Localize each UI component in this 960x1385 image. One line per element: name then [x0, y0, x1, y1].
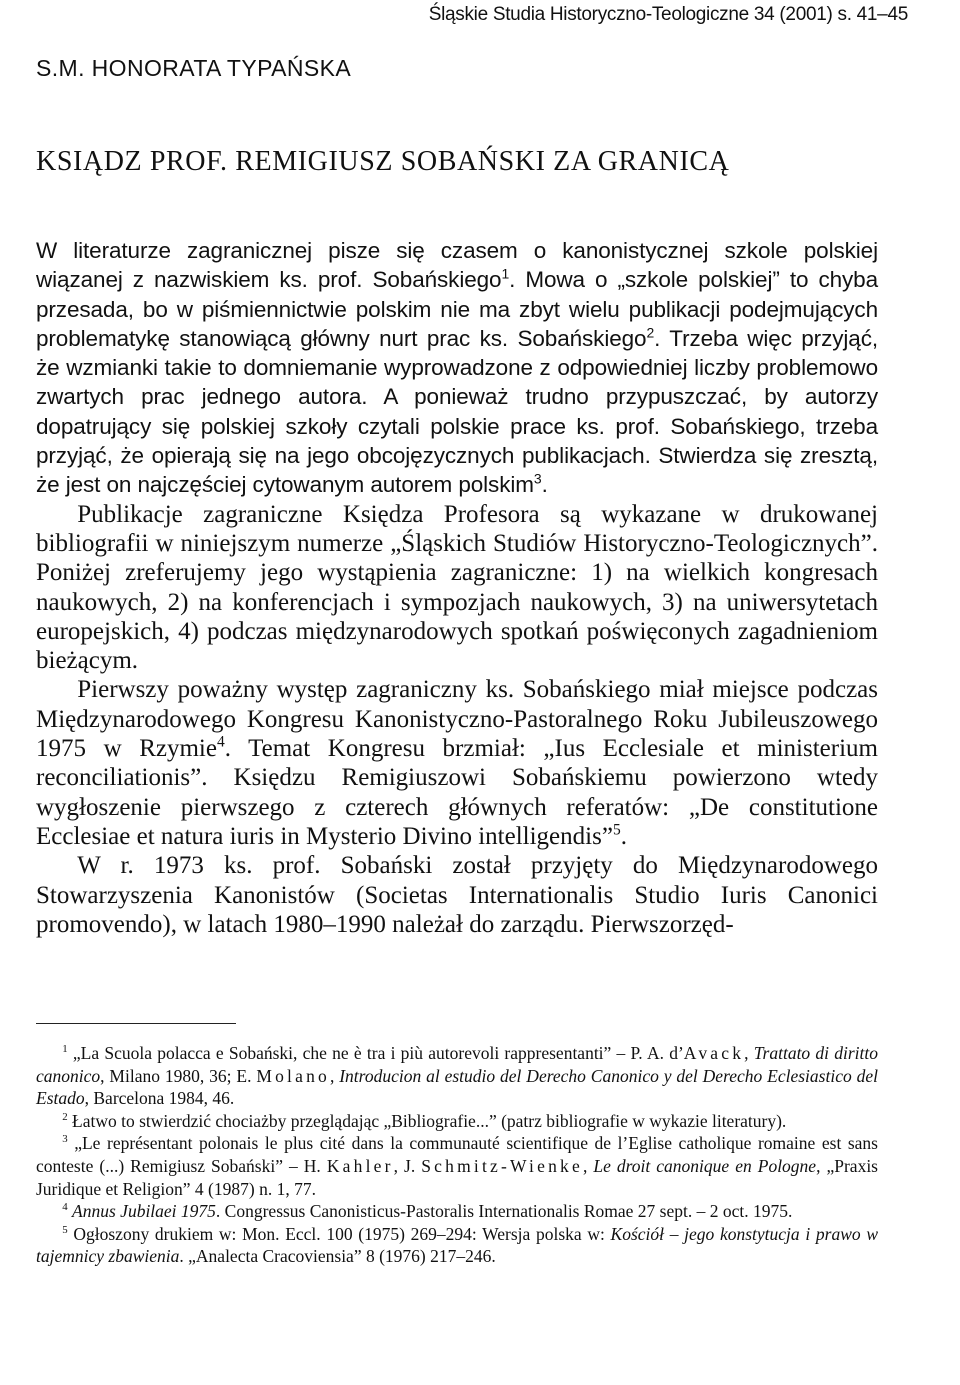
article-body	[36, 236, 878, 939]
paragraph-text: . Trzeba więc przyjąć, że wzmianki takie to domniemanie wyprowadzone z odpowiedniej liczby problemowo zwartych prac jednego autora. A ponieważ trudno przypuszczać, by autorzy dopatrujący się polskiej szkoły czytali polskie prace ks. prof. Sobańskiego, trzeba przyjąć, że opierają się na jego obcojęzycznych publikacjach. Stwierdza się zresztą, że jest on najczęściej cytowanym autorem polskim	[36, 325, 878, 498]
footnote-author: Schmitz-Wienke	[421, 1155, 583, 1176]
paragraph-text: W literaturze zagranicznej pisze się czasem o kanonistycznej szkole polskiej wiązanej z nazwiskiem ks. prof. Sobańskiego	[36, 238, 878, 293]
footnote-ref[interactable]: 5	[612, 821, 621, 839]
footnote-author: Molano	[256, 1065, 330, 1086]
footnote-work-title: Introducion al estudio del Derecho Canonico y del Derecho Eclesiastico del Estado	[36, 1065, 878, 1109]
footnote-author: Avack	[683, 1043, 745, 1063]
journal-header: Śląskie Studia Historyczno-Teologiczne 34 (2001) s. 41–45	[428, 4, 908, 25]
footnote-text: ,	[329, 1065, 340, 1086]
footnote-number: 2	[62, 1110, 68, 1123]
paragraph-2: Publikacje zagraniczne Księdza Profesora są wykazane w drukowanej bibliografii w niniejszym numerze „Śląskich Studiów Historyczno-Teologicznych”. Poniżej zreferujemy jego wystąpienia zagraniczne: 1) na wielkich kongresach naukowych, 2) na konferencjach i sympozjach naukowych, 3) na uniwersytetach europejskich, 4) podczas międzynarodowych spotkań poświęconych zagadnieniom bieżącym.	[36, 500, 878, 675]
paragraph-4: W r. 1973 ks. prof. Sobański został przyjęty do Międzynarodowego Stowarzyszenia Kanonistów (Societas Internationalis Studio Iuris Canonici promovendo), w latach 1980–1990 należał do zarządu. Pierwszorzęd-	[36, 852, 878, 938]
paragraph-text: . Mowa o „szkole polskiej” to chyba przesada, bo w piśmiennictwie polskim nie ma zbyt wielu publikacji podejmujących problematykę stanowiącą główny nurt prac ks. Sobańskiego	[36, 267, 878, 351]
footnote-ref[interactable]: 2	[646, 324, 655, 341]
paragraph-text: .	[541, 472, 548, 498]
footnote-text: Ogłoszony drukiem w: Mon. Eccl. 100 (1975) 269–294: Wersja polska w:	[67, 1223, 611, 1244]
footnote-text: „La Scuola polacca e Sobański, che ne è tra i più autorevoli rappresentanti” – P. A. d’	[67, 1043, 684, 1063]
footnotes	[36, 1042, 878, 1268]
footnote-text: , Barcelona 1984, 46.	[84, 1088, 235, 1109]
footnote-author: Kahler	[326, 1155, 394, 1176]
footnote-ref[interactable]: 1	[501, 265, 510, 282]
paragraph-1	[36, 236, 878, 500]
footnote-number: 3	[62, 1133, 68, 1146]
article-title: KSIĄDZ PROF. REMIGIUSZ SOBAŃSKI ZA GRANICĄ	[36, 146, 730, 177]
footnote-text: „Le représentant polonais le plus cité dans la communauté scientifique de l’Eglise catholique romaine est sans conteste (...) Remigiusz Sobański” – H.	[36, 1133, 878, 1176]
paragraph-text: Pierwszy poważny występ zagraniczny ks. Sobańskiego miał miejsce podczas Międzynarodowego Kongresu Kanonistyczno-Pastoralnego Roku Jubileuszowego 1975 w Rzymie	[36, 676, 878, 763]
footnote-number: 1	[62, 1043, 68, 1056]
footnote-work-title: Annus Jubilaei 1975	[72, 1201, 216, 1222]
paragraph-3	[36, 675, 878, 851]
footnote-text: Łatwo to stwierdzić chociażby przeglądając „Bibliografie...” (patrz bibliografie w wykazie literatury).	[67, 1110, 787, 1131]
footnote-text: . „Analecta Cracoviensia” 8 (1976) 217–246.	[179, 1246, 496, 1267]
footnote-3	[36, 1132, 878, 1200]
footnote-text: ,	[582, 1155, 594, 1176]
paragraph-text: .	[620, 822, 627, 850]
footnote-number: 4	[62, 1201, 68, 1214]
footnote-text: , „Praxis Juridique et Religion” 4 (1987) n. 1, 77.	[36, 1155, 878, 1199]
footnote-work-title: Kościół – jego konstytucja i prawo w tajemnicy zbawienia	[36, 1223, 878, 1267]
footnote-work-title: Le droit canonique en Pologne	[593, 1155, 817, 1176]
footnote-ref[interactable]: 3	[533, 470, 542, 487]
footnote-number: 5	[62, 1223, 68, 1236]
footnote-5	[36, 1223, 878, 1268]
footnote-4	[36, 1200, 878, 1223]
footnote-work-title: Trattato di diritto canonico	[36, 1043, 879, 1086]
footnote-text: , Milano 1980, 36; E.	[100, 1065, 257, 1086]
footnote-2	[36, 1110, 878, 1133]
footnote-ref[interactable]: 4	[216, 733, 225, 751]
footnote-text: . Congressus Canonisticus-Pastoralis Internationalis Romae 27 sept. – 2 oct. 1975.	[215, 1201, 793, 1222]
footnote-separator	[36, 1023, 236, 1024]
footnote-1	[36, 1042, 878, 1110]
footnote-text: , J.	[393, 1155, 422, 1176]
paragraph-text: . Temat Kongresu brzmiał: „Ius Ecclesiale et ministerium reconciliationis”. Księdzu Remigiuszowi Sobańskiemu powierzono wtedy wygłoszenie pierwszego z czterech głównych referatów: „De constitutione Ecclesiae et natura iuris in Mysterio Divino intelligendis”	[36, 735, 878, 850]
footnote-text: ,	[744, 1043, 754, 1063]
article-author: S.M. HONORATA TYPAŃSKA	[36, 55, 352, 81]
